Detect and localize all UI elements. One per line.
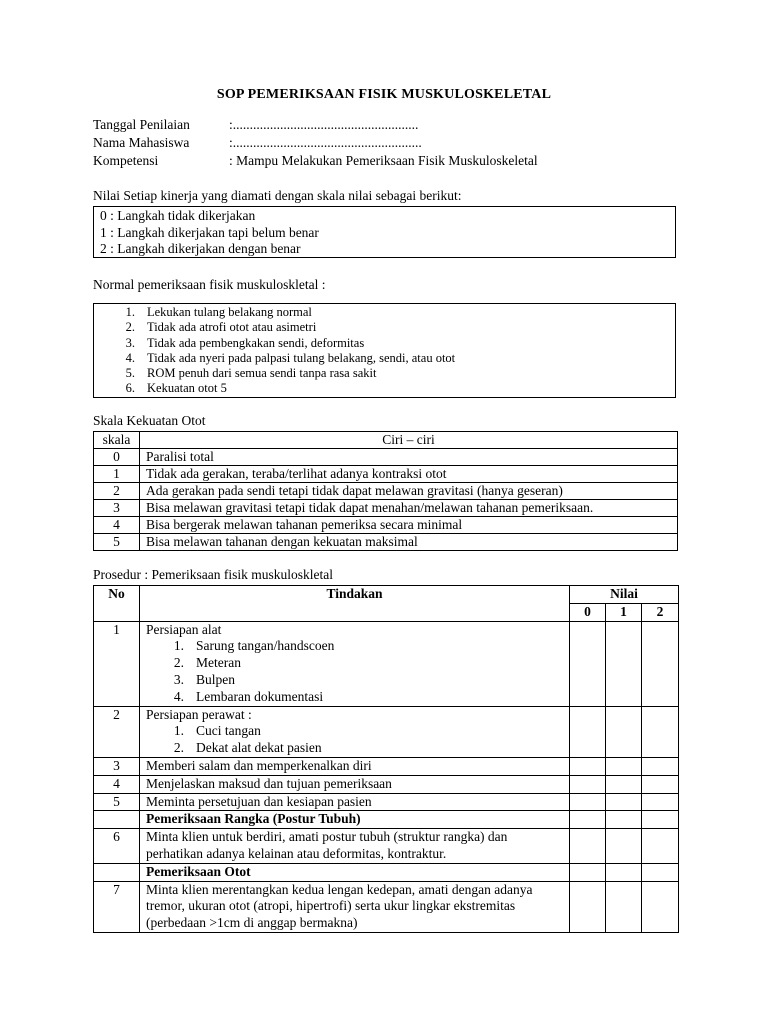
normal-intro: Normal pemeriksaan fisik muskuloskletal : [93,277,326,292]
description-cell: Paralisi total [140,449,678,466]
scale-item: 2 : Langkah dikerjakan dengan benar [100,241,301,256]
list-text: Tidak ada pembengkakan sendi, deformitas [147,335,365,350]
list-text: Tidak ada nyeri pada palpasi tulang belakang, sendi, atau otot [147,350,456,365]
table-row [94,449,678,466]
score-cell-0[interactable] [570,757,606,775]
empty-cell [606,811,642,829]
action-cell [140,621,570,706]
list-item [94,305,675,320]
score-cell-0[interactable] [570,829,606,864]
score-cell-2[interactable] [642,775,679,793]
table-row [94,881,679,932]
list-number: 3. [173,671,184,687]
list-text: Kekuatan otot 5 [147,381,227,396]
score-cell-2[interactable] [642,881,679,932]
list-text: ROM penuh dari semua sendi tanpa rasa sakit [147,366,377,381]
list-number: 3. [125,335,135,350]
section-heading: Pemeriksaan Rangka (Postur Tubuh) [140,811,570,829]
table-row [94,829,679,864]
list-text: Lekukan tulang belakang normal [147,305,312,319]
table-row [94,466,678,483]
score-cell-0[interactable] [570,775,606,793]
meta-row-date [93,116,683,134]
list-number: 2. [125,320,135,335]
description-cell: Tidak ada gerakan, teraba/terlihat adanya kontraksi otot [140,466,678,483]
meta-row-competency [93,152,683,170]
meta-value: :........................................................ [229,135,422,150]
list-item [94,336,675,351]
table-row [94,757,679,775]
scale-item: 1 : Langkah dikerjakan tapi belum benar [100,224,319,240]
table-row [94,706,679,757]
list-text: Sarung tangan/handscoen [196,638,335,654]
score-header-2: 2 [642,603,679,621]
score-cell-0[interactable] [570,621,606,706]
list-item [94,320,675,335]
scale-cell: 3 [94,500,140,517]
column-header-no: No [94,586,140,622]
score-cell-1[interactable] [606,621,642,706]
table-row [94,500,678,517]
list-number: 1. [173,638,184,654]
row-number: 5 [94,793,140,811]
list-number: 2. [173,655,184,671]
list-text: Lembaran dokumentasi [196,688,324,704]
list-number: 1. [125,305,135,319]
list-item [146,689,563,706]
description-cell: Bisa melawan tahanan dengan kekuatan maksimal [140,534,678,551]
list-number: 1. [173,723,184,739]
meta-row-student-name [93,134,683,152]
action-cell: Minta klien untuk berdiri, amati postur tubuh (struktur rangka) dan perhatikan adanya kelainan atau deformitas, kontraktur. [140,829,570,864]
list-item [146,672,563,689]
list-item [146,638,563,655]
list-item [94,366,675,381]
list-item [146,723,563,740]
score-cell-1[interactable] [606,706,642,757]
score-header-1: 1 [606,603,642,621]
row-number: 1 [94,621,140,706]
scale-cell: 5 [94,534,140,551]
row-number: 3 [94,757,140,775]
page-title: SOP PEMERIKSAAN FISIK MUSKULOSKELETAL [216,87,552,102]
normal-findings-list [94,305,675,397]
score-cell-1[interactable] [606,793,642,811]
list-item [94,351,675,366]
row-number: 4 [94,775,140,793]
meta-value: : Mampu Melakukan Pemeriksaan Fisik Muskuloskeletal [229,153,538,168]
description-cell: Ada gerakan pada sendi tetapi tidak dapat melawan gravitasi (hanya geseran) [140,483,678,500]
meta-value: :....................................................... [229,117,419,132]
description-cell: Bisa melawan gravitasi tetapi tidak dapat menahan/melawan tahanan pemeriksaan. [140,500,678,517]
list-item [146,740,563,757]
scale-cell: 2 [94,483,140,500]
score-cell-0[interactable] [570,706,606,757]
score-cell-2[interactable] [642,621,679,706]
meta-label: Kompetensi [93,153,159,168]
score-cell-2[interactable] [642,706,679,757]
empty-cell [642,863,679,881]
strength-title: Skala Kekuatan Otot [93,413,206,428]
list-number: 2. [173,740,184,756]
procedure-title: Prosedur : Pemeriksaan fisik muskuloskletal [93,567,333,582]
scale-cell: 4 [94,517,140,534]
score-cell-2[interactable] [642,793,679,811]
score-cell-1[interactable] [606,829,642,864]
row-number: 2 [94,706,140,757]
score-header-0: 0 [570,603,606,621]
score-cell-2[interactable] [642,829,679,864]
list-number: 5. [125,366,135,381]
list-text: Dekat alat dekat pasien [196,740,322,756]
empty-cell [642,811,679,829]
empty-cell [570,863,606,881]
scale-legend-box [93,206,676,258]
section-heading: Pemeriksaan Otot [140,863,570,881]
action-cell: Menjelaskan maksud dan tujuan pemeriksaan [140,775,570,793]
score-cell-1[interactable] [606,881,642,932]
empty-cell [94,863,140,881]
table-header-row [94,586,679,604]
table-row [94,621,679,706]
section-row [94,811,679,829]
list-number: 6. [125,381,135,396]
list-item [94,381,675,396]
scale-intro: Nilai Setiap kinerja yang diamati dengan skala nilai sebagai berikut: [93,188,462,203]
score-cell-1[interactable] [606,757,642,775]
meta-label: Nama Mahasiswa [93,135,190,150]
score-cell-0[interactable] [570,793,606,811]
action-title: Persiapan perawat : [146,706,252,722]
assessment-info [93,116,683,170]
column-header: skala [94,432,140,449]
list-item [146,655,563,672]
table-row [94,534,678,551]
table-header-row [94,432,678,449]
column-header-score: Nilai [570,586,679,604]
column-header: Ciri – ciri [140,432,678,449]
action-cell: Meminta persetujuan dan kesiapan pasien [140,793,570,811]
action-title: Persiapan alat [146,621,222,637]
action-cell: Memberi salam dan memperkenalkan diri [140,757,570,775]
row-number: 6 [94,829,140,864]
list-text: Tidak ada atrofi otot atau asimetri [147,320,317,335]
table-row [94,793,679,811]
section-row [94,863,679,881]
list-text: Bulpen [196,671,235,687]
empty-cell [570,811,606,829]
scale-item: 0 : Langkah tidak dikerjakan [100,208,256,223]
normal-findings-box [93,303,676,398]
table-row [94,517,678,534]
score-cell-2[interactable] [642,757,679,775]
list-text: Meteran [196,655,241,671]
list-text: Cuci tangan [196,723,261,739]
list-number: 4. [173,688,184,704]
column-header-action: Tindakan [140,586,570,622]
action-cell: Minta klien merentangkan kedua lengan kedepan, amati dengan adanya tremor, ukuran otot (atropi, hipertrofi) serta ukur lingkar ekstremitas (perbedaan >1cm di anggap bermakna) [140,881,570,932]
score-cell-1[interactable] [606,775,642,793]
scale-cell: 1 [94,466,140,483]
table-row [94,483,678,500]
scale-cell: 0 [94,449,140,466]
score-cell-0[interactable] [570,881,606,932]
description-cell: Bisa bergerak melawan tahanan pemeriksa secara minimal [140,517,678,534]
empty-cell [94,811,140,829]
procedure-table [93,585,679,933]
action-cell [140,706,570,757]
table-row [94,775,679,793]
empty-cell [606,863,642,881]
list-number: 4. [125,350,135,365]
meta-label: Tanggal Penilaian [93,117,190,132]
muscle-strength-table [93,431,678,551]
row-number: 7 [94,881,140,932]
